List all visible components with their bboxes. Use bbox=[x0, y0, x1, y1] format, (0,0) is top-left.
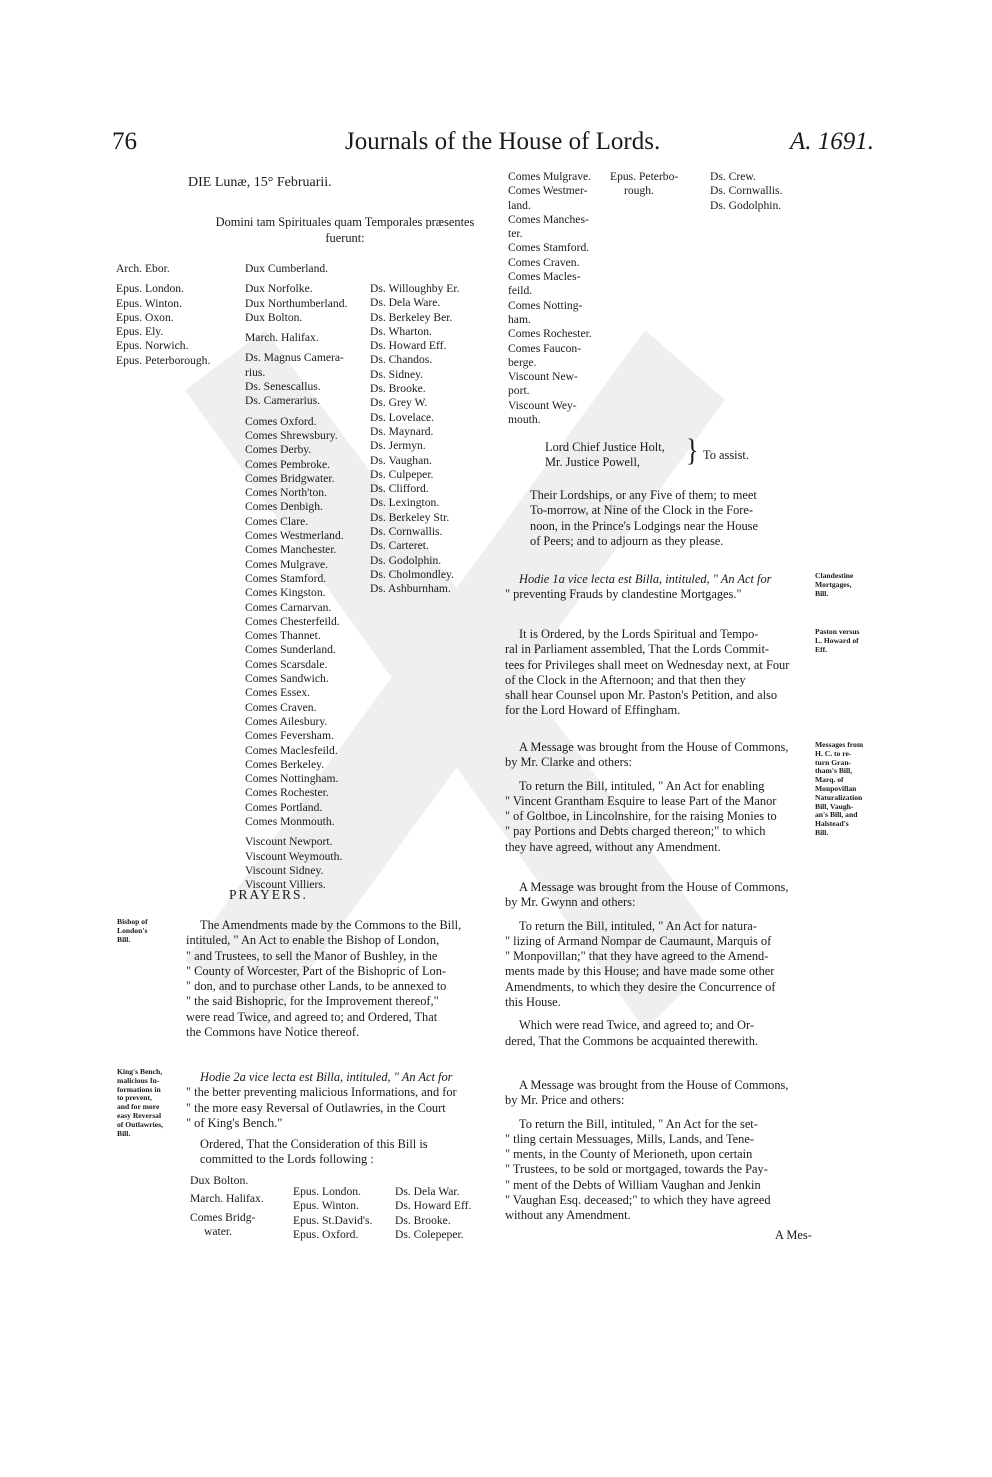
list-item: Comes Feversham. bbox=[245, 729, 334, 743]
date-line: DIE Lunæ, 15° Februarii. bbox=[188, 175, 332, 190]
list-item: Comes Craven. bbox=[245, 700, 317, 714]
message3-entry: A Message was brought from the House of Commons, by Mr. Price and others: To return the Bill, intituled, " An Act for the set- " tling certain Messuages, Mills, Lands, and Tene- " ments, in the County of Merioneth, upon certain " Trustees, to be sold or mortgaged, towards the Pay- " ment of the Debts of William Vaughan and Jenkin " Vaughan Esq. deceased;" to which they have agreed without any Amendment. bbox=[505, 1078, 789, 1223]
list-item: port. bbox=[508, 384, 530, 398]
list-item: Ds. Camerarius. bbox=[245, 394, 321, 408]
list-item: Ds. Lovelace. bbox=[370, 410, 435, 424]
list-item: rius. bbox=[245, 365, 266, 379]
list-item: Ds. Sidney. bbox=[370, 367, 424, 381]
prayers-heading: PRAYERS. bbox=[229, 887, 308, 902]
list-item: berge. bbox=[508, 355, 537, 369]
catchword: A Mes- bbox=[775, 1228, 812, 1242]
committee-row: Ds. Dela War. Ds. Howard Eff. Ds. Brooke. Ds. Colepeper. bbox=[395, 1185, 472, 1241]
present-heading: Domini tam Spirituales quam Temporales præsentes fuerunt: bbox=[215, 215, 475, 245]
temporal-lords-list-b bbox=[370, 282, 460, 597]
list-item: Comes Macles- bbox=[508, 270, 581, 284]
committee-cont-col2: Epus. Peterbo- rough. bbox=[610, 170, 679, 198]
list-item: Comes Bridgwater. bbox=[245, 471, 335, 485]
list-item: Comes Derby. bbox=[245, 443, 312, 457]
list-item: Comes Stamford. bbox=[245, 571, 327, 585]
list-item: Ds. Carteret. bbox=[370, 539, 429, 553]
list-item: Comes Mulgrave. bbox=[508, 170, 592, 183]
list-item: Comes Kingston. bbox=[245, 586, 326, 600]
list-item: Ds. Berkeley Str. bbox=[370, 510, 450, 524]
list-item: Comes Westmer- bbox=[508, 184, 588, 198]
list-item: Ds. Dela Ware. bbox=[370, 296, 441, 310]
list-item: Comes Chesterfeild. bbox=[245, 614, 340, 628]
list-item: Comes Manches- bbox=[508, 212, 589, 226]
margin-note-clandestine: Clandestine Mortgages, Bill. bbox=[815, 571, 854, 598]
list-item: Comes Maclesfeild. bbox=[245, 743, 338, 757]
list-item: Viscount New- bbox=[508, 370, 578, 384]
list-item: Comes Thannet. bbox=[245, 629, 321, 643]
list-item: Ds. Willoughby Er. bbox=[370, 282, 460, 295]
list-item: Ds. Chandos. bbox=[370, 353, 433, 367]
list-item: Comes Rochester. bbox=[245, 786, 329, 800]
margin-note-messages: Messages from H. C. to re- turn Gran- tham's Bill, Marq. of Monpovillan Naturalization Bill, Vaugh- an's Bill, and Halstead's Bill. bbox=[815, 740, 864, 837]
list-item: Ds. Culpeper. bbox=[370, 467, 434, 481]
list-item: Comes Craven. bbox=[508, 255, 580, 269]
list-item: Ds. Maynard. bbox=[370, 424, 434, 438]
list-item: Dux Norfolke. bbox=[245, 282, 313, 296]
committee-cont-col1 bbox=[508, 170, 592, 427]
temporal-lords-list-a bbox=[245, 262, 347, 892]
list-item: Comes Clare. bbox=[245, 514, 309, 528]
list-item: Comes Mulgrave. bbox=[245, 557, 329, 571]
list-item: Ds. Grey W. bbox=[370, 396, 428, 410]
list-item: Comes Nottingham. bbox=[245, 772, 339, 786]
list-item: Epus. London. bbox=[116, 282, 184, 296]
list-item: Comes Oxford. bbox=[245, 414, 317, 428]
assist-names: Lord Chief Justice Holt, Mr. Justice Powell, bbox=[545, 440, 665, 470]
list-item: Comes North'ton. bbox=[245, 486, 327, 500]
list-item: mouth. bbox=[508, 413, 541, 427]
list-item: Dux Cumberland. bbox=[245, 262, 329, 275]
list-item: Ds. Brooke. bbox=[370, 382, 426, 396]
committee-row: Comes Bridg- water. bbox=[190, 1211, 256, 1239]
list-item: Ds. Jermyn. bbox=[370, 439, 426, 453]
message1-entry: A Message was brought from the House of Commons, by Mr. Clarke and others: To return the Bill, intituled, " An Act for enabling " Vincent Grantham Esquire to lease Part of the Manor " of Goltboe, in Lincolnshire, for the raising Monies to " pay Portions and Debts charged thereon;" to which they have agreed, without any Amendment. bbox=[505, 740, 789, 854]
list-item: Ds. Godolphin. bbox=[370, 553, 442, 567]
list-item: Ds. Cholmondley. bbox=[370, 567, 454, 581]
page-year: A. 1691. bbox=[790, 128, 875, 155]
margin-note-bishop: Bishop of London's Bill. bbox=[117, 917, 148, 944]
list-item: Viscount Sidney. bbox=[245, 863, 324, 877]
message2-entry: A Message was brought from the House of Commons, by Mr. Gwynn and others: To return the Bill, intituled, " An Act for natura- " lizing of Armand Nompar de Caumaunt, Marquis of " Monpovillan;" that they have agreed to the Amend- ments made by this House; and have made some other Amendments, to which they desire the Concurrence of this House. Which were read Twice, and agreed to; and Or- dered, That the Commons be acquainted therewith. bbox=[505, 880, 789, 1048]
list-item: Ds. Ashburnham. bbox=[370, 582, 451, 596]
list-item: Comes Stamford. bbox=[508, 241, 590, 255]
page-title: Journals of the House of Lords. bbox=[345, 128, 661, 155]
committee-cont-col3: Ds. Crew. Ds. Cornwallis. Ds. Godolphin. bbox=[710, 170, 783, 212]
list-item: Ds. Senescallus. bbox=[245, 380, 321, 394]
list-item: Comes Essex. bbox=[245, 686, 311, 700]
list-item: Ds. Magnus Camera- bbox=[245, 351, 344, 365]
list-item: Dux Bolton. bbox=[245, 310, 303, 324]
list-item: Comes Sandwich. bbox=[245, 672, 329, 686]
list-item: Epus. Norwich. bbox=[116, 339, 189, 353]
list-item: Ds. Howard Eff. bbox=[370, 339, 447, 353]
list-item: Comes Notting- bbox=[508, 298, 583, 312]
committee-list: Dux Bolton. bbox=[190, 1173, 249, 1187]
list-item: Comes Denbigh. bbox=[245, 500, 323, 514]
list-item: Comes Rochester. bbox=[508, 327, 592, 341]
bishop-bill-entry: The Amendments made by the Commons to the Bill, intituled, " An Act to enable the Bishop of London, " and Trustees, to sell the Manor of Bushley, in the " County of Worcester, Part of the Bishopric of Lon- " don, and to purchase other Lands, to be annexed to " the said Bishopric, for the Improvement thereof," were read Twice, and agreed to; and Ordered, That the Commons have Notice thereof. bbox=[186, 918, 462, 1040]
paston-entry: It is Ordered, by the Lords Spiritual and Tempo- ral in Parliament assembled, That the Lords Commit- tees for Privileges shall meet on Wednesday next, at Four of the Clock in the Afternoon; and that then they shall hear Counsel upon Mr. Paston's Petition, and also for the Lord Howard of Effingham. bbox=[505, 627, 790, 718]
brace-glyph: } bbox=[686, 433, 699, 468]
list-item: land. bbox=[508, 198, 531, 212]
spiritual-lords-list bbox=[116, 262, 210, 368]
list-item: Ds. Wharton. bbox=[370, 324, 432, 338]
list-item: feild. bbox=[508, 284, 533, 298]
kings-bench-entry: Hodie 2a vice lecta est Billa, intituled, " An Act for " the better preventing malicious Informations, and for " the more easy Reversal of Outlawries, in the Court " of King's Bench." Ordered, That the Consideration of this Bill is committed to the Lords following : bbox=[186, 1070, 457, 1167]
list-item: Ds. Cornwallis. bbox=[370, 525, 443, 539]
margin-note-paston: Paston versus L. Howard of Eff. bbox=[815, 627, 860, 654]
list-item: Comes Shrewsbury. bbox=[245, 428, 338, 442]
list-item: Comes Monmouth. bbox=[245, 814, 335, 828]
page-number: 76 bbox=[112, 128, 137, 155]
list-item: Arch. Ebor. bbox=[116, 262, 170, 275]
list-item: Comes Scarsdale. bbox=[245, 657, 328, 671]
committee-row: March. Halifax. bbox=[190, 1192, 264, 1205]
list-item: Dux Northumberland. bbox=[245, 296, 348, 310]
list-item: Comes Berkeley. bbox=[245, 757, 325, 771]
list-item: ter. bbox=[508, 227, 523, 241]
list-item: Comes Carnarvan. bbox=[245, 600, 332, 614]
list-item: Viscount Wey- bbox=[508, 398, 577, 412]
committee-row: Epus. London. Epus. Winton. Epus. St.David's. Epus. Oxford. bbox=[293, 1185, 373, 1241]
list-item: Epus. Oxon. bbox=[116, 310, 174, 324]
list-item: Comes Sunderland. bbox=[245, 643, 336, 657]
list-item: Ds. Berkeley Ber. bbox=[370, 310, 453, 324]
list-item: Comes Faucon- bbox=[508, 341, 582, 355]
margin-note-kings-bench: King's Bench, malicious In- formations in to prevent, and for more easy Reversal of Outlawries, Bill. bbox=[117, 1067, 163, 1138]
list-item: Epus. Ely. bbox=[116, 325, 164, 339]
list-item: March. Halifax. bbox=[245, 331, 319, 345]
list-item: Comes Ailesbury. bbox=[245, 714, 328, 728]
list-item: Comes Westmerland. bbox=[245, 529, 344, 543]
list-item: Epus. Winton. bbox=[116, 296, 182, 310]
meet-paragraph: Their Lordships, or any Five of them; to meet To-morrow, at Nine of the Clock in the Fore- noon, in the Prince's Lodgings near the House of Peers; and to adjourn as they please. bbox=[530, 488, 758, 548]
list-item: Viscount Weymouth. bbox=[245, 849, 343, 863]
list-item: Epus. Peterborough. bbox=[116, 353, 211, 367]
clandestine-entry: Hodie 1a vice lecta est Billa, intituled, " An Act for " preventing Frauds by clandestine Mortgages." bbox=[505, 572, 772, 602]
list-item: Comes Portland. bbox=[245, 800, 323, 814]
list-item: Ds. Lexington. bbox=[370, 496, 440, 510]
list-item: Viscount Villiers. bbox=[245, 878, 326, 892]
list-item: Ds. Clifford. bbox=[370, 482, 429, 496]
list-item: Ds. Vaughan. bbox=[370, 453, 432, 467]
list-item: Comes Pembroke. bbox=[245, 457, 331, 471]
list-item: Comes Manchester. bbox=[245, 543, 337, 557]
list-item: Viscount Newport. bbox=[245, 835, 333, 849]
list-item: ham. bbox=[508, 312, 531, 326]
assist-label: To assist. bbox=[703, 448, 749, 462]
